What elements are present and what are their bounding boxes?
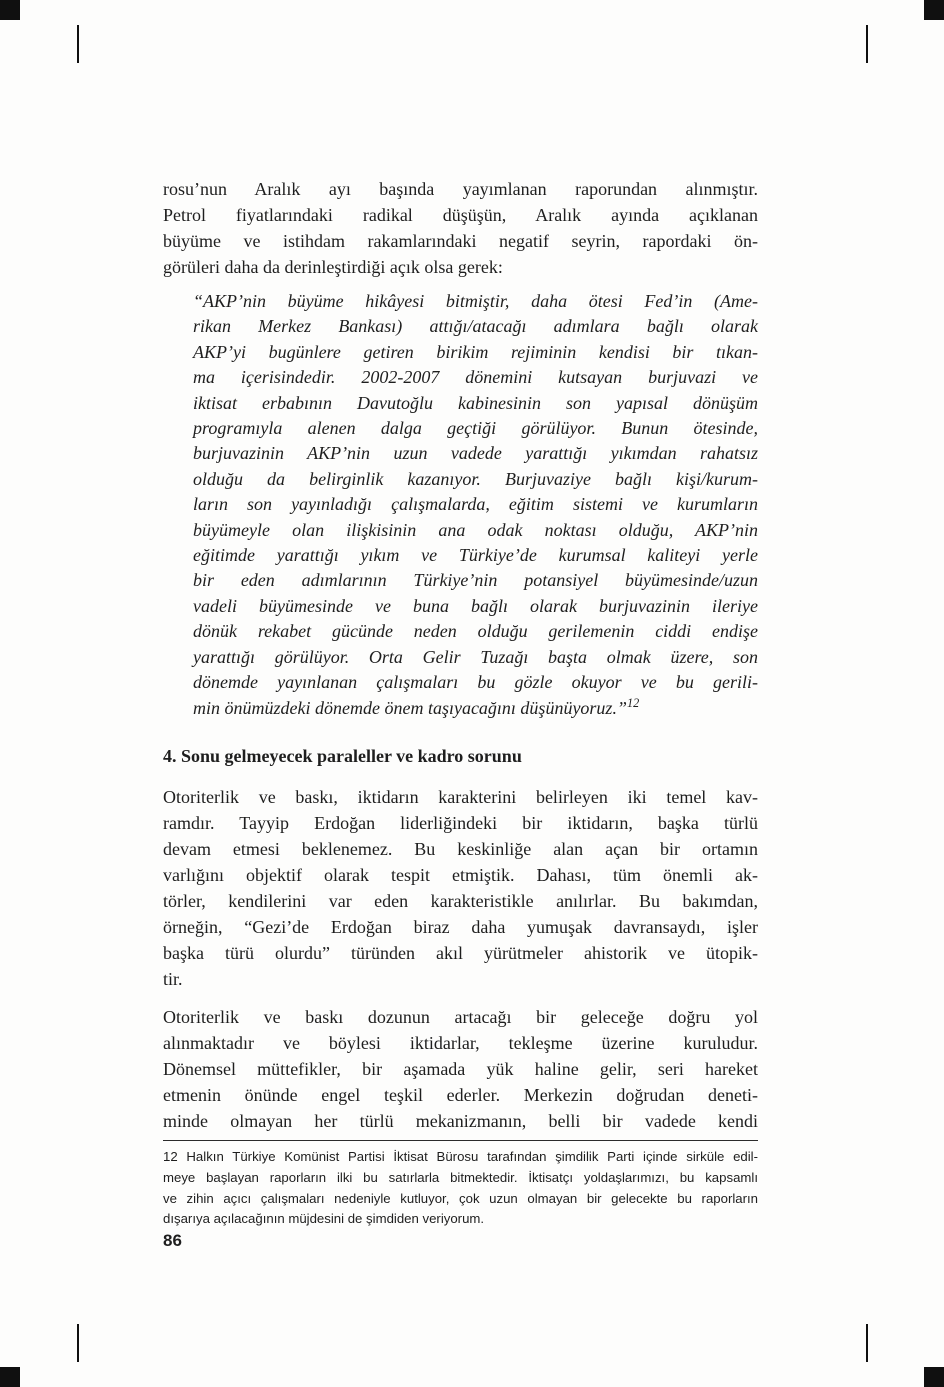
text-line: dönemde yayınlanan çalışmaları bu gözle okuyor ve bu gerili- [193, 672, 758, 693]
text-line: minde olmayan her türlü mekanizmanın, belli bir vadede kendi [163, 1110, 758, 1131]
section-heading: 4. Sonu gelmeyecek paraleller ve kadro sorunu [163, 745, 522, 766]
text-line: 12 Halkın Türkiye Komünist Partisi İktisat Bürosu tarafından şimdilik Parti içinde sirküle edil- [163, 1148, 758, 1164]
text-line: Petrol fiyatlarındaki radikal düşüşün, Aralık ayında açıklanan [163, 205, 758, 225]
text-line: Otoriterlik ve baskı, iktidarın karakterini belirleyen iki temel kav- [163, 786, 758, 807]
crop-mark-line-bottom-left [77, 1324, 79, 1362]
paragraph-otoriterlik-1 [163, 784, 758, 992]
text-line: törler, kendilerini var eden karakteristikle anılırlar. Bu bakımdan, [163, 890, 758, 911]
text-line: dışarıya açılacağının müjdesini de şimdiden veriyorum. [163, 1211, 485, 1227]
text-line: vadeli büyümesinde ve buna bağlı olarak burjuvazinin ileriye [193, 595, 758, 616]
text-line: rosu’nun Aralık ayı başında yayımlanan raporundan alınmıştır. [163, 179, 758, 199]
text-line: ramdır. Tayyip Erdoğan liderliğindeki bir iktidarın, başka türlü [163, 812, 758, 833]
text-line: iktisat erbabının Davutoğlu kabinesinin son yapısal dönüşüm [193, 392, 758, 413]
text-line: olduğu da belirginlik kazanıyor. Burjuvaziye bağlı kişi/kurum- [193, 468, 758, 489]
text-line: görüleri daha da derinleştirdiği açık olsa gerek: [163, 257, 503, 277]
crop-mark-square-bottom-left [0, 1367, 20, 1387]
text-line: dönük rekabet gücünde neden olduğu gerilemenin ciddi endişe [193, 621, 758, 642]
crop-mark-square-bottom-right [924, 1367, 944, 1387]
footnote-rule [163, 1140, 758, 1141]
text-line: alınmaktadır ve böylesi iktidarlar, tekleşme üzerine kuruludur. [163, 1032, 758, 1053]
footnote-reference: 12 [626, 695, 640, 710]
text-line: örneğin, “Gezi’de Erdoğan biraz daha yumuşak davransaydı, işler [163, 916, 758, 937]
block-quote [193, 289, 758, 721]
text-line: meye başlayan raporların ilki bu satırlarla bitmektedir. İktisatçı yoldaşlarımızı, bu kapsamlı [163, 1169, 758, 1185]
text-line: programıyla alenen dalga geçtiği görülüyor. Bunun ötesinde, [193, 418, 758, 439]
crop-mark-square-top-left [0, 0, 20, 20]
text-line: “AKP’nin büyüme hikâyesi bitmiştir, daha ötesi Fed’in (Ame- [193, 291, 758, 311]
footnote [163, 1140, 758, 1230]
text-line: ma içerisindedir. 2002-2007 dönemini kutsayan burjuvazi ve [193, 367, 758, 388]
quote-lines [193, 289, 758, 696]
crop-mark-line-top-right [866, 25, 868, 63]
text-line: başka türü olurdu” türünden akıl yürütmeler ahistorik ve ütopik- [163, 942, 758, 963]
text-line: Otoriterlik ve baskı dozunun artacağı bir geleceğe doğru yol [163, 1006, 758, 1027]
quote-last-line [193, 696, 758, 721]
footnote-text [163, 1147, 758, 1230]
text-line: eğitimde yarattığı yıkım ve Türkiye’de kurumsal kaliteyi yerle [193, 545, 758, 566]
text-line: bir eden adımlarının Türkiye’nin potansiyel büyümesinde/uzun [193, 570, 758, 591]
crop-mark-square-top-right [924, 0, 944, 20]
text-line: büyüme ve istihdam rakamlarındaki negatif seyrin, rapordaki ön- [163, 231, 758, 251]
text-line: devam etmesi beklenemez. Bu keskinliğe alan açan bir ortamın [163, 838, 758, 859]
text-line: büyümeyle olan ilişkisinin ana odak noktası olduğu, AKP’nin [193, 519, 758, 540]
text-line: Dönemsel müttefikler, bir aşamada yük haline gelir, seri hareket [163, 1058, 758, 1079]
text-line: rikan Merkez Bankası) attığı/atacağı adımlara bağlı olarak [193, 316, 758, 337]
text-line: burjuvazinin AKP’nin uzun vadede yarattığı yıkımdan rahatsız [193, 443, 758, 464]
page-content [163, 176, 758, 1230]
crop-mark-line-top-left [77, 25, 79, 63]
crop-mark-line-bottom-right [866, 1324, 868, 1362]
text-line: ve zihin açıcı çalışmaları nedeniyle kutluyor, çok uzun olmayan bir gelecekte bu raporların [163, 1190, 758, 1206]
text-line: etmenin önünde engel teşkil ederler. Merkezin doğrudan deneti- [163, 1084, 758, 1105]
quote-last-line-text: min önümüzdeki dönemde önem taşıyacağını düşünüyoruz.” [193, 697, 627, 718]
text-line: yarattığı görülüyor. Orta Gelir Tuzağı başta olmak üzere, son [193, 646, 758, 667]
paragraph-intro [163, 176, 758, 280]
page-number: 86 [163, 1231, 182, 1250]
text-line: varlığını objektif olarak tespit etmiştik. Dahası, tüm önemli ak- [163, 864, 758, 885]
text-line: AKP’yi bugünlere getiren birikim rejiminin kendisi bir tıkan- [193, 341, 758, 362]
paragraph-otoriterlik-2 [163, 1004, 758, 1134]
text-line: ların son yayınladığı çalışmalarda, eğitim sistemi ve kurumların [193, 494, 758, 515]
text-line: tir. [163, 968, 183, 989]
